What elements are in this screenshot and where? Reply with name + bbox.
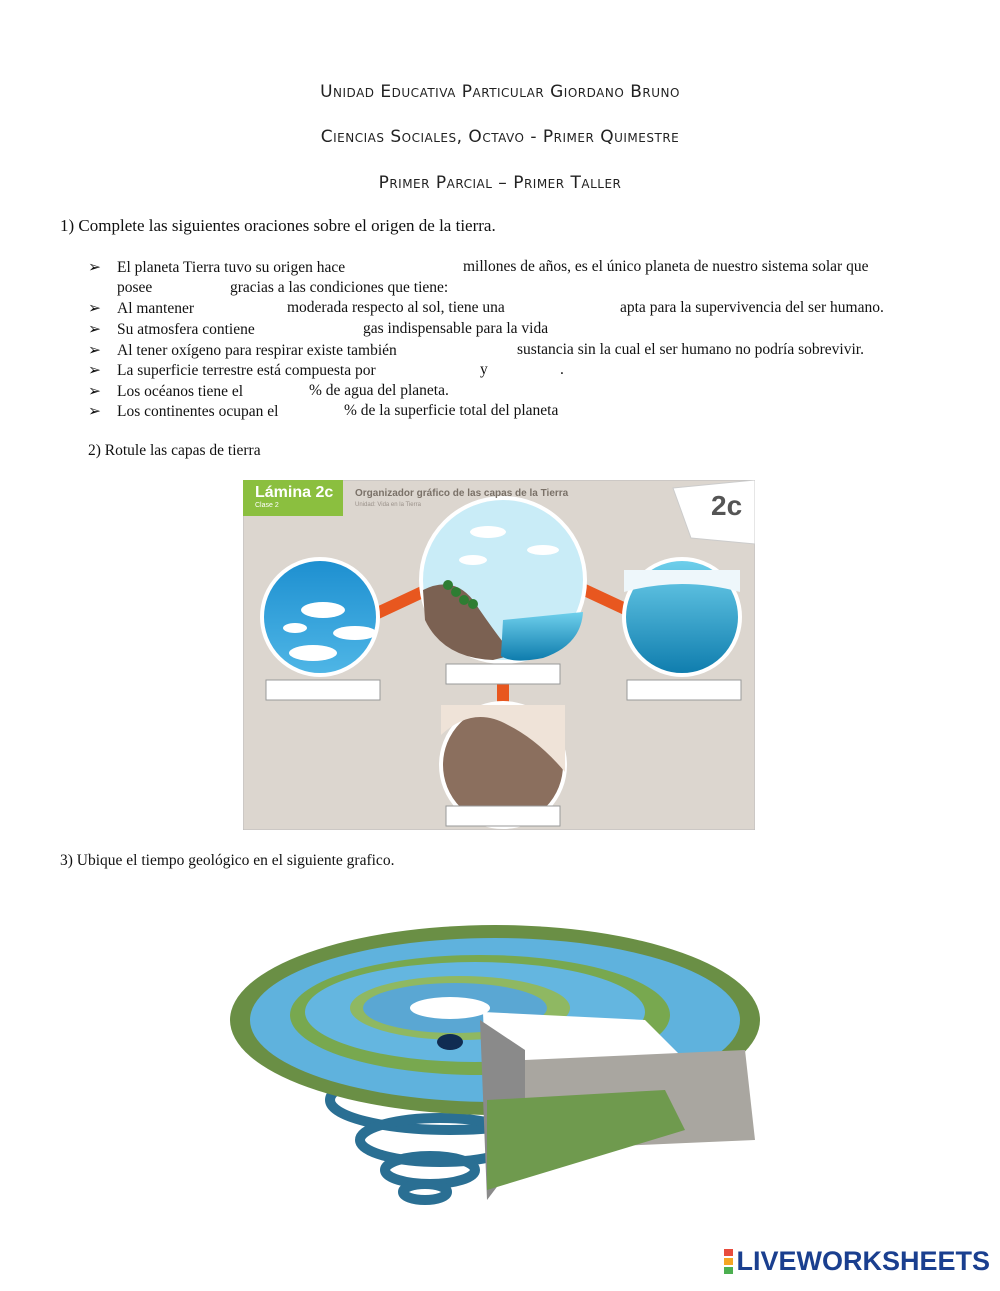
partial-title: Primer Parcial – Primer Taller — [378, 173, 622, 193]
earth-layers-figure — [243, 480, 755, 830]
bullet-text: . — [560, 361, 564, 378]
question-3-title: 3) Ubique el tiempo geológico en el siguiente grafico. — [60, 852, 395, 869]
question-1-title: 1) Complete las siguientes oraciones sobre el origen de la tierra. — [60, 216, 496, 235]
brand-text: LIVEWORKSHEETS — [736, 1246, 990, 1276]
bullet-item: ➢ La superficie terrestre está compuesta por — [88, 362, 376, 379]
subject-title: Ciencias Sociales, Octavo - Primer Quimestre — [320, 127, 680, 147]
bullet-text: % de agua del planeta. — [309, 382, 449, 399]
bullet-text: % de la superficie total del planeta — [344, 402, 559, 419]
bullet-item: ➢ Los océanos tiene el — [88, 383, 244, 400]
label-box-geosphere — [446, 806, 560, 826]
lamina-tag-sub: Clase 2 — [255, 502, 279, 509]
bullet-text: sustancia sin la cual el ser humano no podría sobrevivir. — [517, 341, 864, 358]
bullet-text: apta para la supervivencia del ser humano. — [620, 299, 884, 316]
bullet-continuation: posee — [117, 279, 153, 296]
label-box-hydrosphere — [627, 680, 741, 700]
lamina-corner-label: 2c — [711, 490, 743, 521]
label-box-biosphere — [446, 664, 560, 684]
bullet-text: millones de años, es el único planeta de nuestro sistema solar que — [463, 258, 869, 275]
bullet-item: ➢ Los continentes ocupan el — [88, 403, 279, 420]
bullet-text: y — [480, 361, 488, 378]
bullet-text: moderada respecto al sol, tiene una — [287, 299, 505, 316]
geologic-time-spiral — [225, 900, 775, 1220]
bullet-item: ➢ Al tener oxígeno para respirar existe también — [88, 342, 397, 359]
lamina-subtitle: Unidad: Vida en la Tierra — [355, 502, 421, 508]
spiral-illustration — [225, 900, 775, 1220]
bullet-item: ➢ El planeta Tierra tuvo su origen hace — [88, 259, 346, 276]
bullet-item: ➢ Al mantener — [88, 300, 195, 317]
brand-icon — [724, 1248, 733, 1275]
lamina-tag: Lámina 2c — [255, 484, 334, 501]
question-2-title: 2) Rotule las capas de tierra — [88, 442, 261, 459]
school-name: Unidad Educativa Particular Giordano Bruno — [320, 82, 680, 102]
lamina-title: Organizador gráfico de las capas de la Tierra — [355, 488, 569, 499]
bullet-text: gracias a las condiciones que tiene: — [230, 279, 449, 296]
layers-illustration — [243, 480, 755, 830]
bullet-text: gas indispensable para la vida — [363, 320, 549, 337]
liveworksheets-logo — [724, 1246, 990, 1277]
bullet-item: ➢ Su atmosfera contiene — [88, 321, 255, 338]
label-box-atmosphere — [266, 680, 380, 700]
